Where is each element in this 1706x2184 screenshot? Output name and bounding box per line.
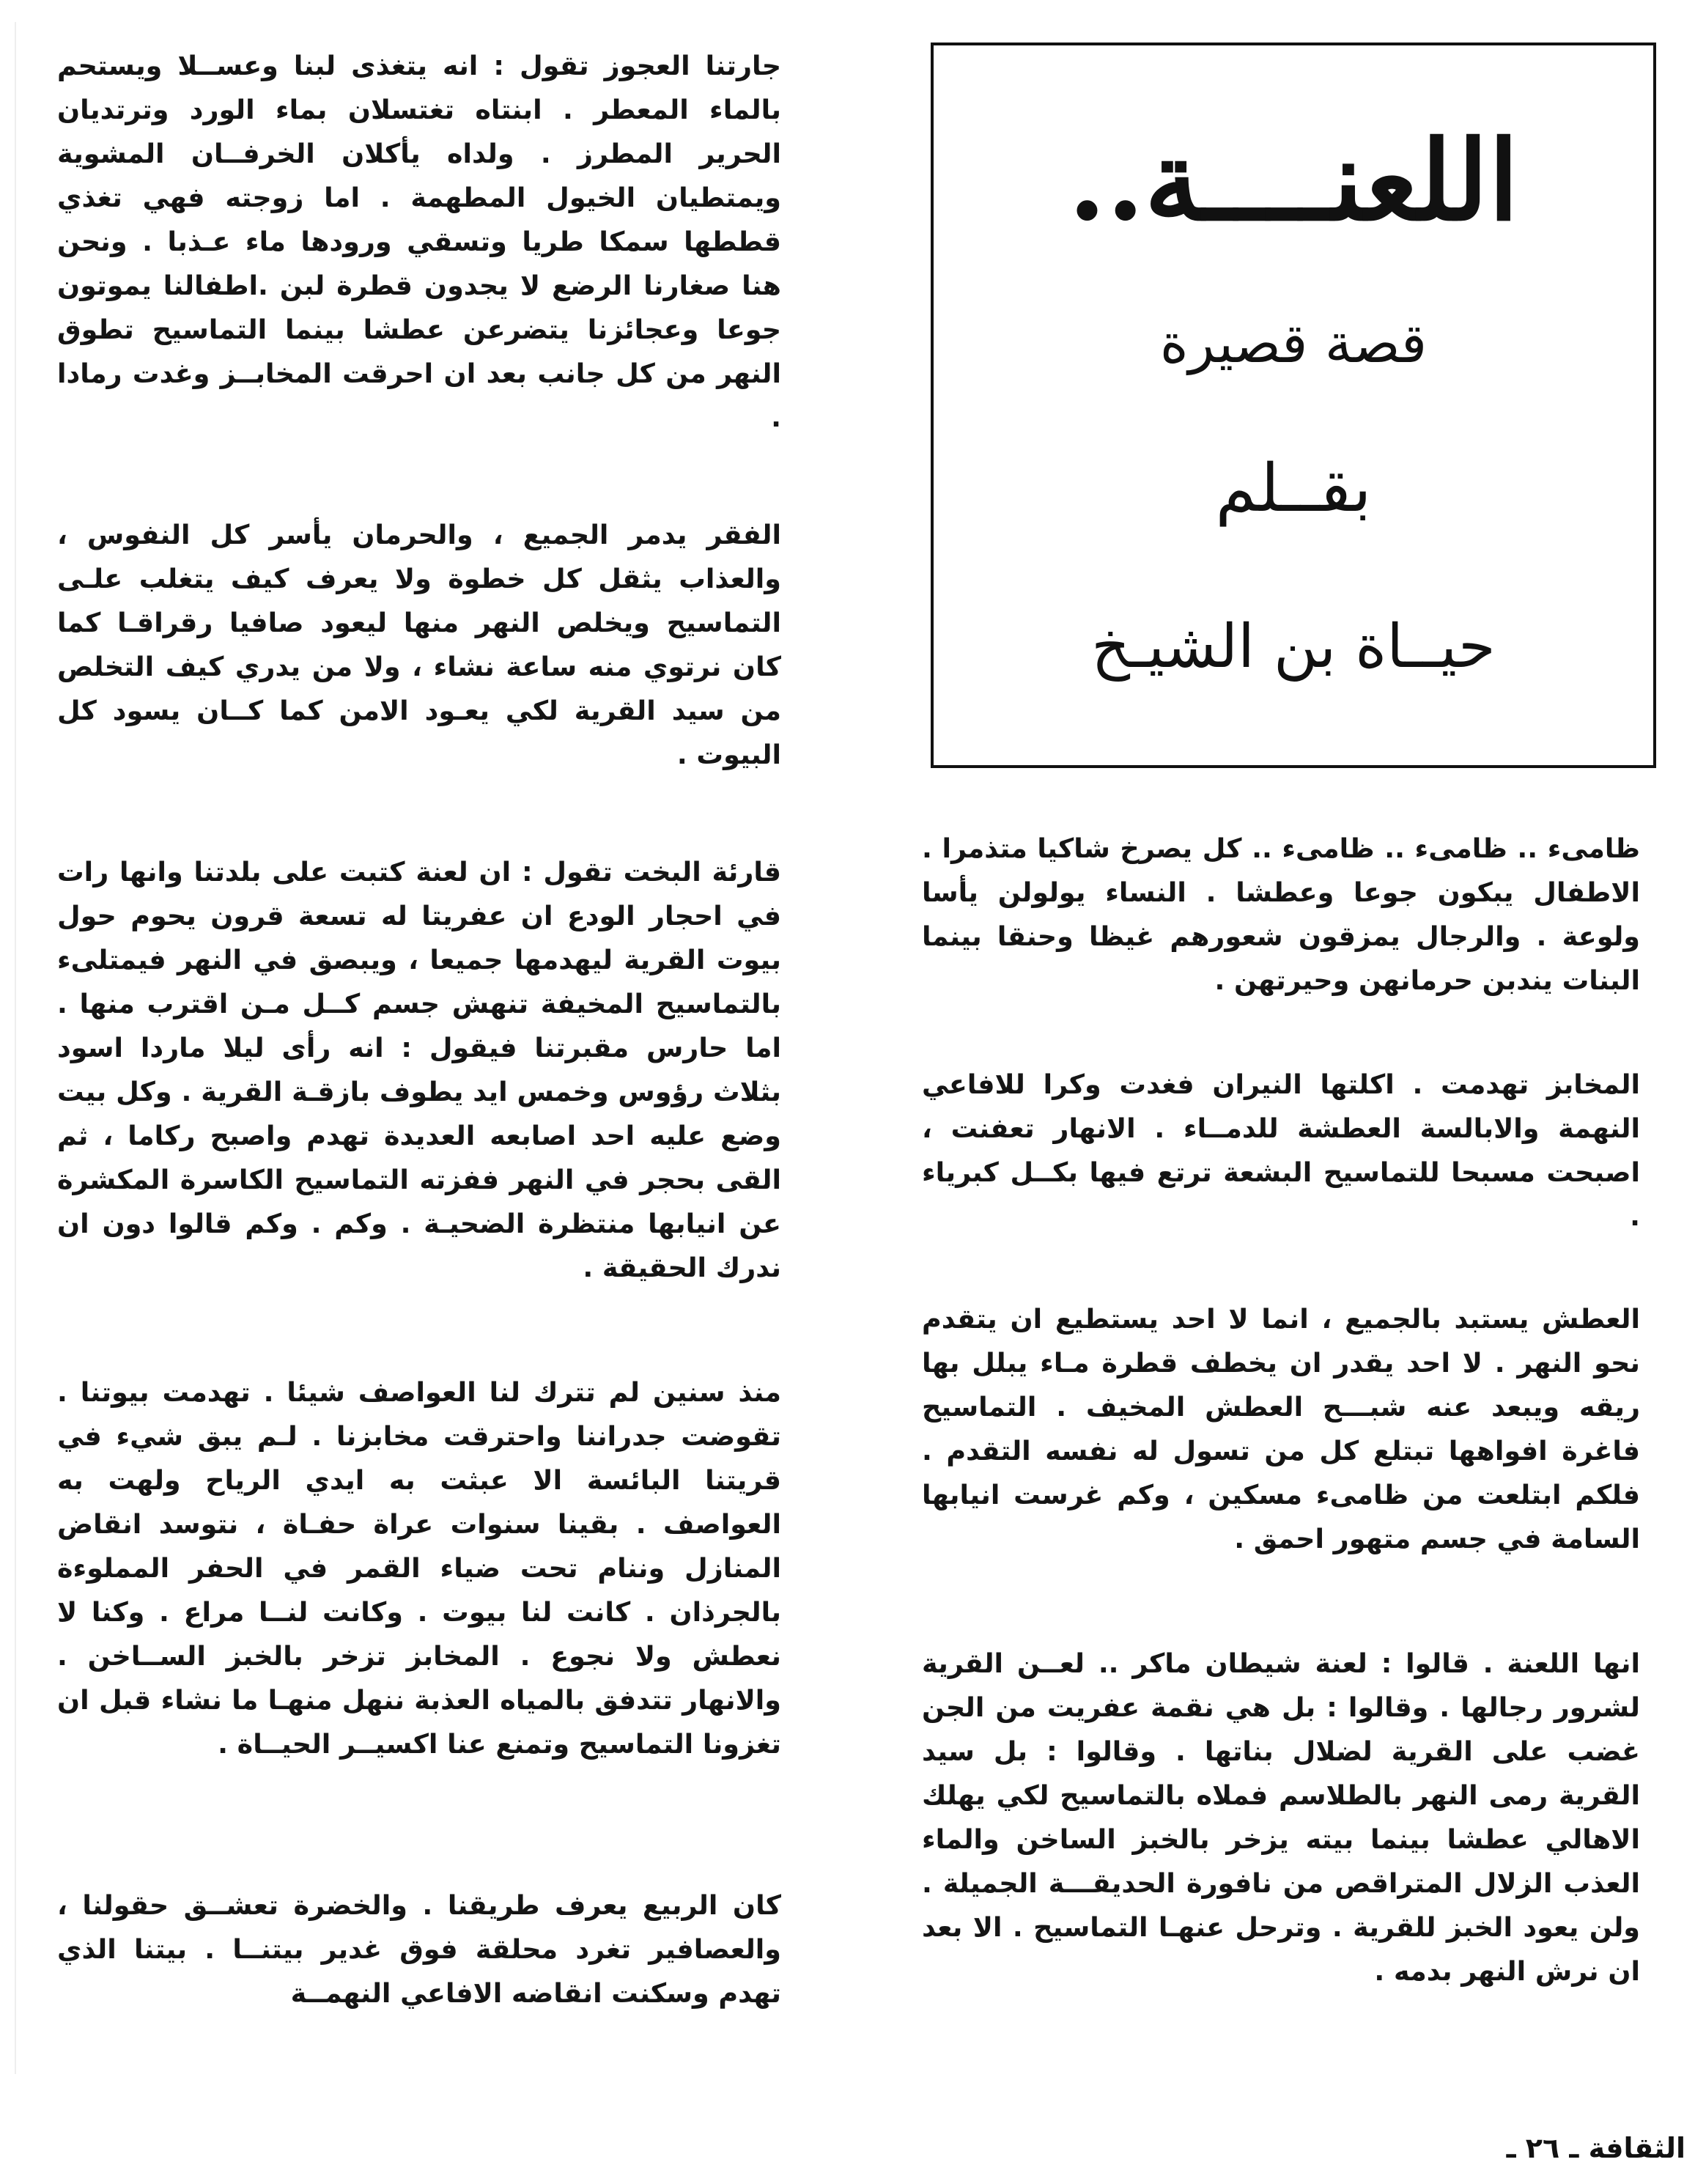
paragraph: منذ سنين لم تترك لنا العواصف شيئا . تهدمت بيوتنا . تقوضت جدراننا واحترقت مخابزنا . لـم يبق شيء في قريتنا البائسة الا عبثت به ايدي الرياح ولهت به العواصف . بقينا سنوات عراة حفـاة ، نتوسد انقاض المنازل وننام تحت ضياء القمر في الحفر المملوءة بالجرذان . كانت لنا بيوت . وكانت لنــا مراع . وكنا لا نعطش ولا نجوع . المخابز تزخر بالخبز الســاخن . والانهار تتدفق بالمياه العذبة ننهل منهـا ما نشاء قبل ان تغزونا التماسيح وتمنع عنا اكسيــر الحيــاة . (57, 1376, 781, 1760)
paragraph: العطش يستبد بالجميع ، انما لا احد يستطيع ان يتقدم نحو النهر . لا احد يقدر ان يخطف قطرة مـاء يبلل بها ريقه ويبعد عنه شبـــح العطش المخيف . التماسيح فاغرة افواهها تبتلع كل من تسول له نفسه التقدم . فلكم ابتلعت من ظامىء مسكين ، وكم غرست انيابها السامة في جسم متهور احمق . (922, 1303, 1640, 1554)
story-title: اللعنــــة.. (1068, 117, 1519, 246)
paragraph: ظامىء .. ظامىء .. ظامىء .. كل يصرخ شاكيا متذمرا . الاطفال يبكون جوعا وعطشا . النساء يولولن يأسا ولوعة . والرجال يمزقون شعورهم غيظا وحنقا بينما البنات يندبن حرمانهن وحيرتهن . (922, 833, 1640, 996)
paragraph: قارئة البخت تقول : ان لعنة كتبت على بلدتنا وانها رات في احجار الودع ان عفريتا له تسعة قرون يحوم حول بيوت القرية ليهدمها جميعا ، ويبصق في النهر فيمتلىء بالتماسيح المخيفة تنهش جسم كــل مـن اقترب منها . اما حارس مقبرتنا فيقول : انه رأى ليلا ماردا اسود بثلاث رؤوس وخمس ايد يطوف بازقـة القرية . وكل بيت وضع عليه احد اصابعه العديدة تهدم واصبح ركاما ، ثم القى بحجر في النهر ففزته التماسيح الكاسرة المكشرة عن انيابها منتظرة الضحيـة . وكم . وكم قالوا دون ان ندرك الحقيقة . (57, 856, 781, 1283)
paragraph: المخابز تهدمت . اكلتها النيران فغدت وكرا للافاعي النهمة والابالسة العطشة للدمــاء . الانهار تعفنت ، اصبحت مسبحا للتماسيح البشعة ترتع فيها بكــل كبرياء . (922, 1069, 1640, 1232)
byline-label: بقــلم (1215, 450, 1372, 527)
paragraph: الفقر يدمر الجميع ، والحرمان يأسر كل النفوس ، والعذاب يثقل كل خطوة ولا يعرف كيف يتغلب علـى التماسيح ويخلص النهر منها ليعود صافيا رقراقـا كما كان نرتوي منه ساعة نشاء ، ولا من يدري كيف التخلص من سيد القرية لكي يعـود الامن كما كــان يسود كل البيوت . (57, 519, 781, 770)
paragraph: جارتنا العجوز تقول : انه يتغذى لبنا وعســلا ويستحم بالماء المعطر . ابنتاه تغتسلان بماء الورد وترتديان الحرير المطرز . ولداه يأكلان الخرفــان المشوية ويمتطيان الخيول المطهمة . اما زوجته فهي تغذي قططها سمكا طريا وتسقي ورودها ماء عـذبا . ونحن هنا صغارنا الرضع لا يجدون قطرة لبن .اطفالنا يموتون جوعا وعجائزنا يتضرعن عطشا بينما التماسيح تطوق النهر من كل جانب بعد ان احرقت المخابــز وغدت رمادا . (57, 50, 781, 433)
story-title-box (931, 43, 1656, 768)
story-subtitle: قصة قصيرة (1159, 312, 1428, 375)
scan-edge (15, 22, 16, 2074)
paragraph: كان الربيع يعرف طريقنا . والخضرة تعشــق حقولنا ، والعصافير تغرد محلقة فوق غدير بيتنــا . بيتنا الذي تهدم وسكنت انقاضه الافاعي النهمــة (57, 1889, 781, 2009)
page-footer: الثقافة ـ ٢٦ ـ (1506, 2132, 1685, 2164)
author-name: حيــاة بن الشيـخ (1091, 612, 1496, 682)
paragraph: انها اللعنة . قالوا : لعنة شيطان ماكر .. لعــن القرية لشرور رجالها . وقالوا : بل هي نقمة عفريت من الجن غضب على القرية لضلال بناتها . وقالوا : بل سيد القرية رمى النهر بالطلاسم فملاه بالتماسيح لكي يهلك الاهالي عطشا بينما بيته يزخر بالخبز الساخن والماء العذب الزلال المتراقص من نافورة الحديقـــة الجميلة . ولن يعود الخبز للقرية . وترحل عنهـا التماسيح . الا بعد ان نرش النهر بدمه . (922, 1648, 1640, 1987)
